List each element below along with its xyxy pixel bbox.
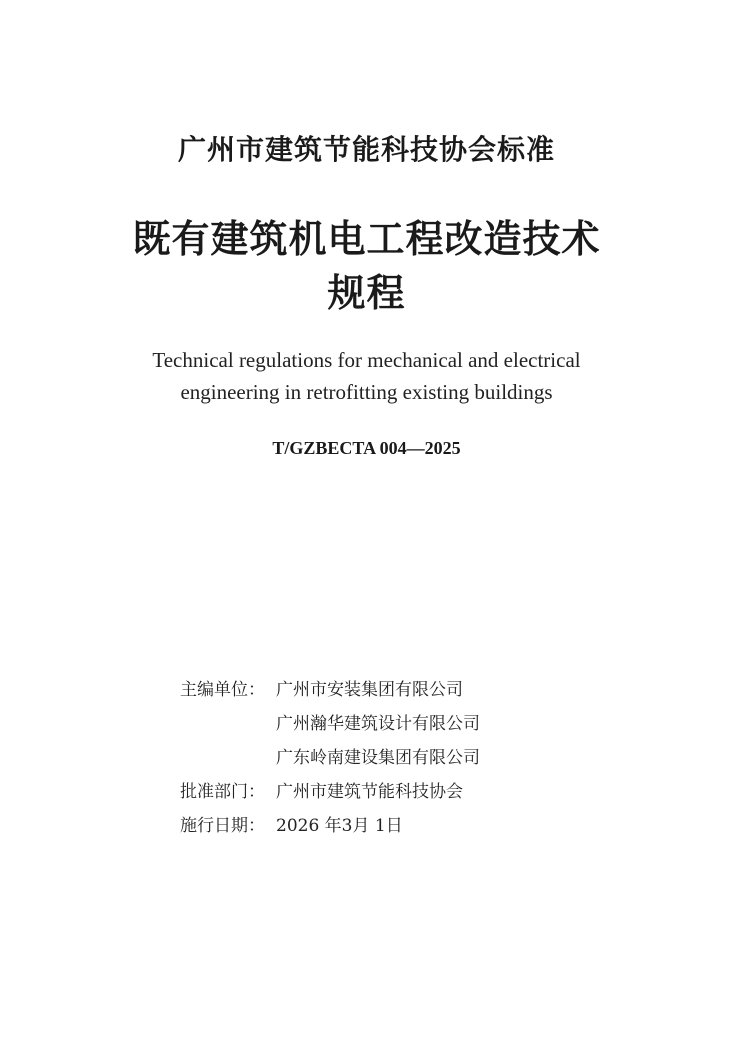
organization-standard-heading: 广州市建筑节能科技协会标准 xyxy=(177,133,555,166)
editing-unit-2: 广州瀚华建筑设计有限公司 xyxy=(276,714,480,734)
editing-unit-row-1 xyxy=(180,673,480,707)
effective-date-row xyxy=(180,809,480,843)
chinese-title-line-2: 规程 xyxy=(327,271,406,315)
editing-unit-row-2 xyxy=(180,707,480,741)
approving-dept-value: 广州市建筑节能科技协会 xyxy=(276,782,463,802)
approving-dept-label: 批准部门： xyxy=(180,782,265,802)
publication-info xyxy=(180,673,480,843)
approving-dept-row xyxy=(180,775,480,809)
editing-unit-1: 广州市安装集团有限公司 xyxy=(276,680,463,700)
effective-date-label: 施行日期： xyxy=(180,816,265,836)
chinese-title xyxy=(0,212,733,320)
chinese-title-line-1: 既有建筑机电工程改造技术 xyxy=(132,217,601,261)
effective-date-value: 2026 年3月 1日 xyxy=(276,816,403,836)
editing-units-label: 主编单位： xyxy=(180,680,265,700)
english-title xyxy=(0,344,733,408)
english-title-line-1: Technical regulations for mechanical and electrical xyxy=(152,348,581,372)
editing-unit-row-3 xyxy=(180,741,480,775)
editing-unit-3: 广东岭南建设集团有限公司 xyxy=(276,748,480,768)
english-title-line-2: engineering in retrofitting existing buildings xyxy=(180,380,553,404)
standard-code: T/GZBECTA 004—2025 xyxy=(272,438,461,458)
